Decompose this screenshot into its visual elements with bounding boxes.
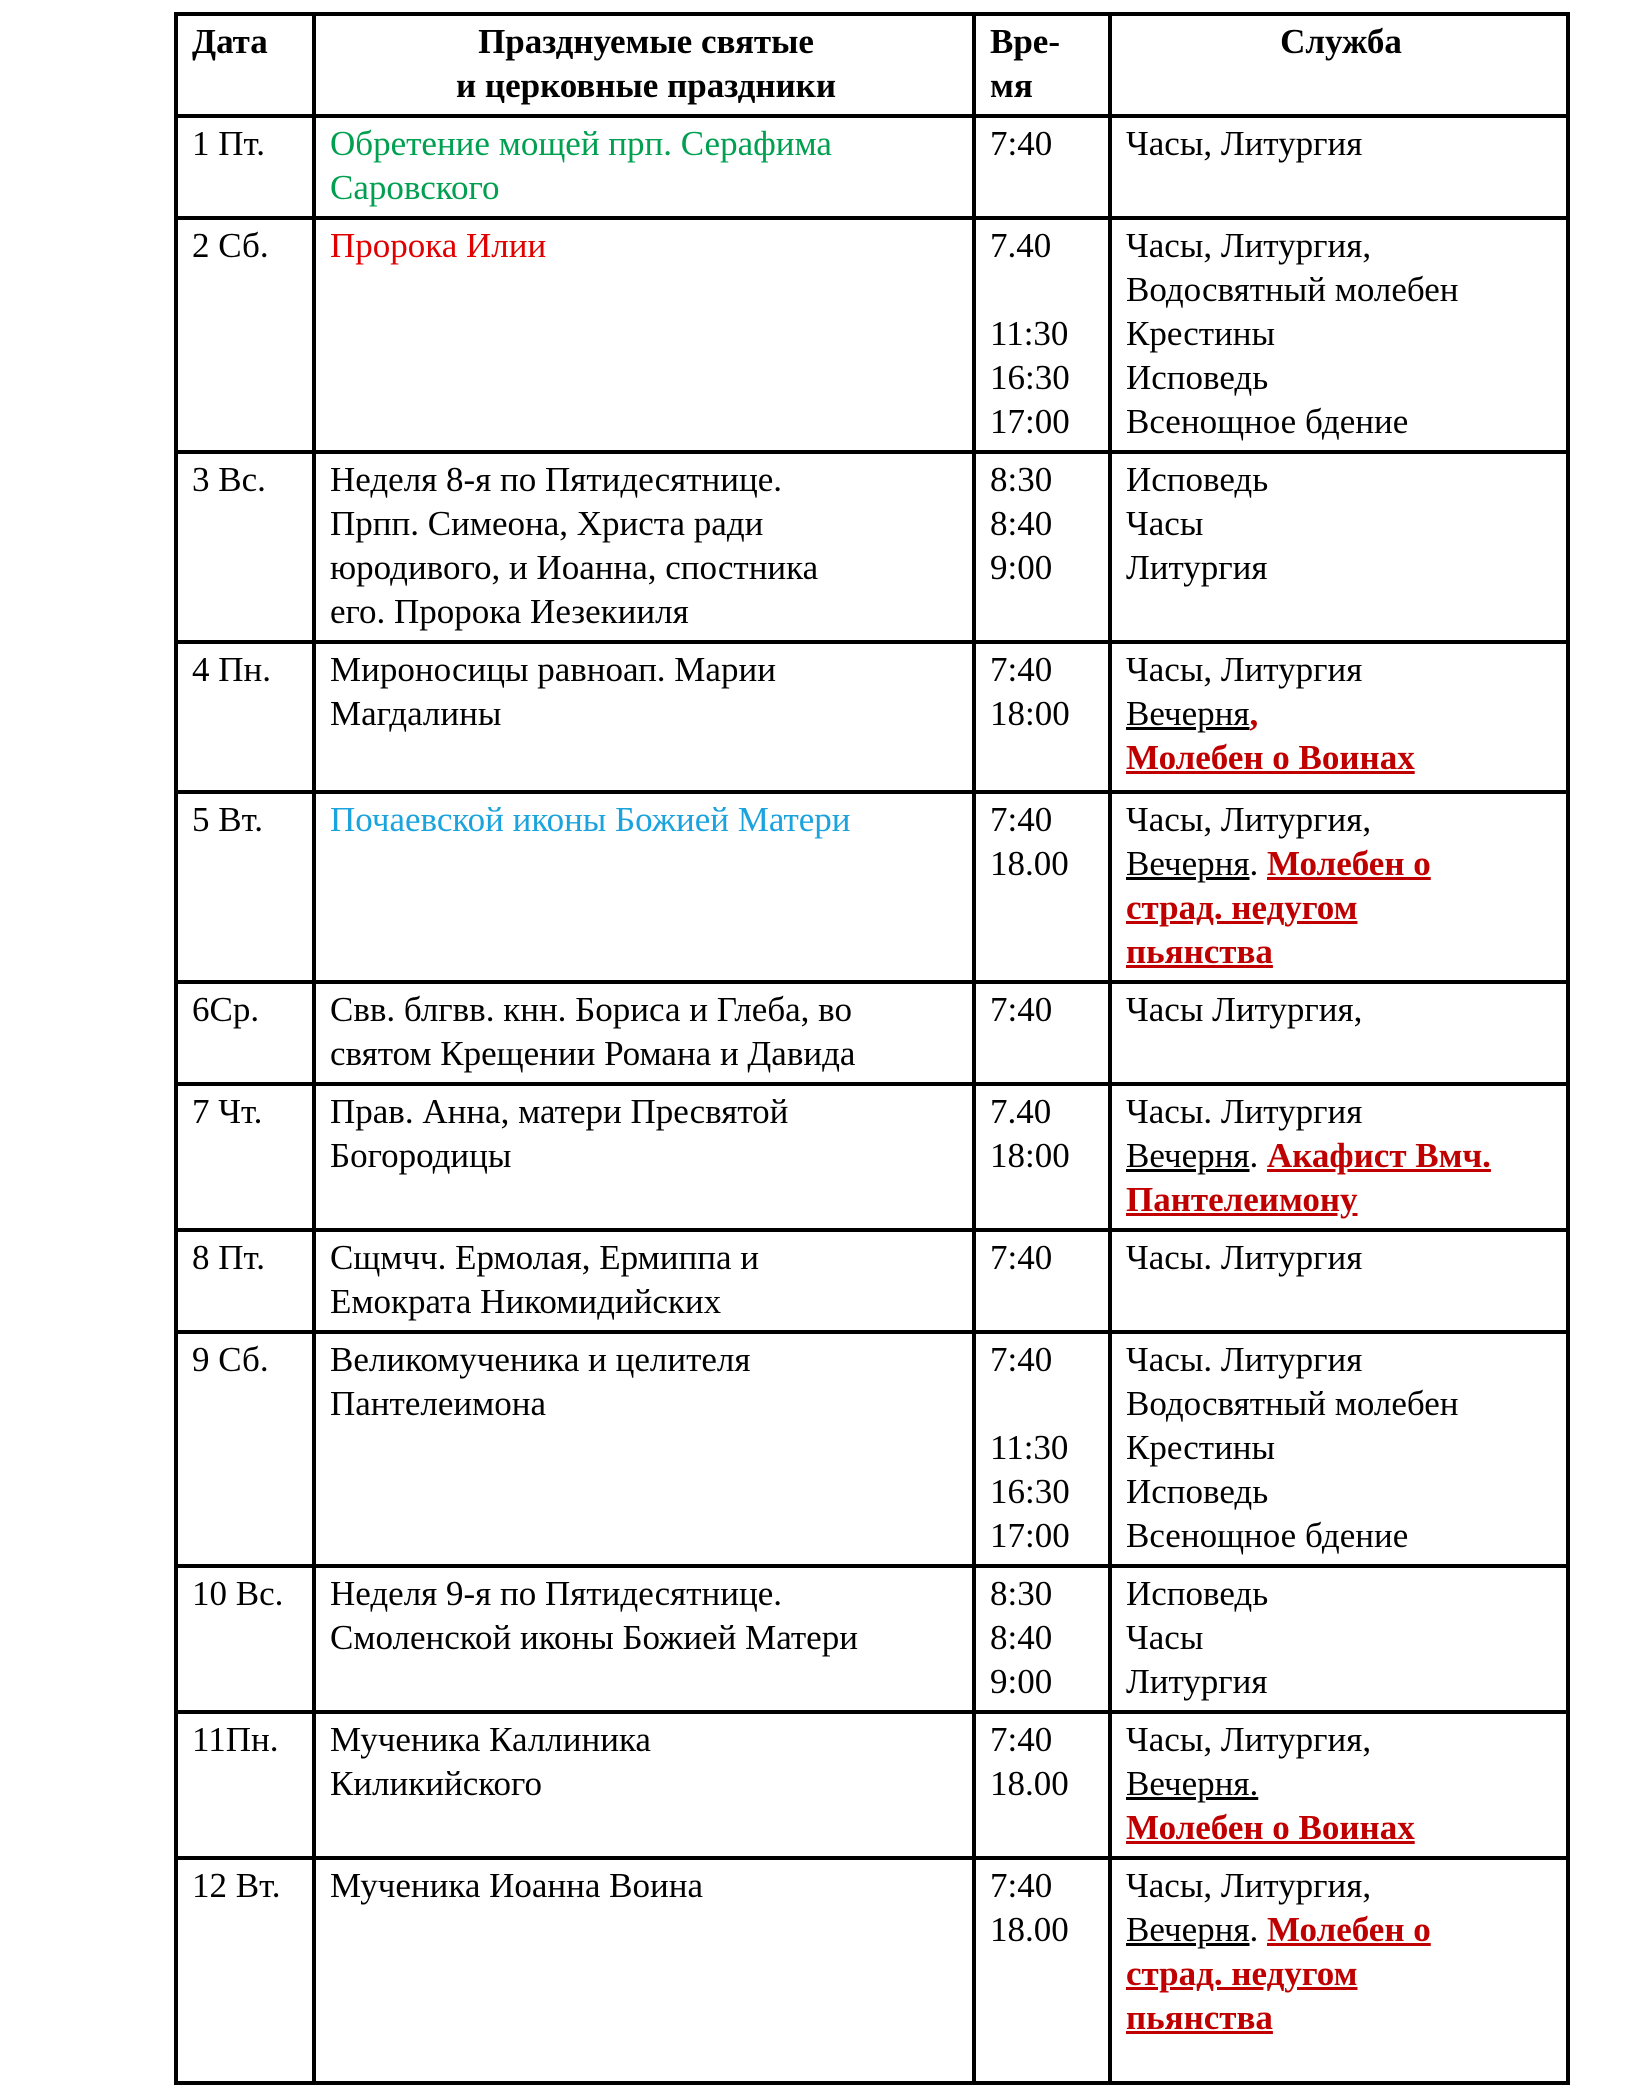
service-line xyxy=(1126,736,1556,780)
feast-line: Прпп. Симеона, Христа ради xyxy=(330,504,764,543)
service-text: Часы xyxy=(1126,1618,1204,1657)
feast-line: Саровского xyxy=(330,168,500,207)
header-feast-line2: и церковные праздники xyxy=(455,66,837,105)
service-line xyxy=(1126,122,1556,166)
feast-cell xyxy=(314,218,974,452)
service-line xyxy=(1126,1572,1556,1616)
service-vespers: Вечерня. xyxy=(1126,1764,1259,1803)
service-line xyxy=(1126,692,1556,736)
service-line xyxy=(1126,1996,1556,2040)
service-line xyxy=(1126,648,1556,692)
feast-line: Смоленской иконы Божией Матери xyxy=(330,1618,858,1657)
time-value: 9:00 xyxy=(990,1662,1053,1701)
schedule-table xyxy=(174,12,1570,2085)
time-cell xyxy=(974,1230,1110,1332)
service-text: Водосвятный молебен xyxy=(1126,270,1459,309)
time-value: 11:30 xyxy=(990,1428,1069,1467)
schedule-row xyxy=(176,452,1568,642)
header-date: Дата xyxy=(176,14,314,116)
time-value: 7:40 xyxy=(990,124,1053,163)
time-value: 11:30 xyxy=(990,314,1069,353)
service-cell xyxy=(1110,1712,1568,1858)
schedule-row xyxy=(176,642,1568,792)
service-highlight: Молебен о xyxy=(1266,1910,1431,1949)
service-highlight: Молебен о xyxy=(1266,844,1431,883)
service-text: Литургия xyxy=(1126,548,1268,587)
service-line xyxy=(1126,1762,1556,1806)
service-line xyxy=(1126,1864,1556,1908)
service-line xyxy=(1126,1514,1556,1558)
feast-line: Емократа Никомидийских xyxy=(330,1282,722,1321)
service-text: Всенощное бдение xyxy=(1126,402,1409,441)
feast-cell xyxy=(314,1858,974,2083)
schedule-row xyxy=(176,218,1568,452)
feast-line: Киликийского xyxy=(330,1764,542,1803)
feast-line: Мученика Иоанна Воина xyxy=(330,1866,704,1905)
service-cell xyxy=(1110,1858,1568,2083)
service-cell xyxy=(1110,1230,1568,1332)
feast-cell xyxy=(314,1230,974,1332)
service-cell xyxy=(1110,116,1568,218)
time-cell xyxy=(974,1858,1110,2083)
time-value: 7:40 xyxy=(990,1340,1053,1379)
feast-line: Мученика Каллиника xyxy=(330,1720,651,1759)
time-value: 16:30 xyxy=(990,1472,1070,1511)
schedule-row xyxy=(176,982,1568,1084)
service-line xyxy=(1126,268,1556,312)
feast-cell xyxy=(314,116,974,218)
service-text: Часы. Литургия xyxy=(1126,1340,1363,1379)
time-value: 7.40 xyxy=(990,226,1052,265)
feast-line: Почаевской иконы Божией Матери xyxy=(330,800,851,839)
feast-line: Великомученика и целителя xyxy=(330,1340,751,1379)
date-cell: 9 Сб. xyxy=(176,1332,314,1566)
time-cell xyxy=(974,218,1110,452)
service-cell xyxy=(1110,982,1568,1084)
time-value: 7:40 xyxy=(990,650,1053,689)
header-time-line2: мя xyxy=(990,66,1033,105)
feast-line: его. Пророка Иезекииля xyxy=(330,592,689,631)
schedule-row xyxy=(176,1566,1568,1712)
service-cell xyxy=(1110,1566,1568,1712)
service-text: Часы, Литургия, xyxy=(1126,800,1372,839)
time-value: 8:40 xyxy=(990,1618,1053,1657)
service-line xyxy=(1126,1426,1556,1470)
feast-line: Неделя 9-я по Пятидесятнице. xyxy=(330,1574,783,1613)
service-highlight: Акафист Вмч. xyxy=(1266,1136,1491,1175)
feast-line: Пантелеимона xyxy=(330,1384,547,1423)
service-text: Часы Литургия, xyxy=(1126,990,1363,1029)
service-text: Крестины xyxy=(1126,314,1276,353)
schedule-row xyxy=(176,1712,1568,1858)
service-line xyxy=(1126,1806,1556,1850)
time-value: 18:00 xyxy=(990,694,1070,733)
schedule-body xyxy=(176,116,1568,2083)
time-value: 18:00 xyxy=(990,1136,1070,1175)
time-cell xyxy=(974,1084,1110,1230)
service-text: Часы, Литургия xyxy=(1126,124,1363,163)
time-value: 9:00 xyxy=(990,548,1053,587)
header-feast xyxy=(314,14,974,116)
feast-line: Пророка Илии xyxy=(330,226,547,265)
service-line xyxy=(1126,1338,1556,1382)
service-line xyxy=(1126,1178,1556,1222)
time-cell xyxy=(974,642,1110,792)
service-line xyxy=(1126,1952,1556,1996)
time-value: 16:30 xyxy=(990,358,1070,397)
service-line xyxy=(1126,400,1556,444)
feast-line: святом Крещении Романа и Давида xyxy=(330,1034,856,1073)
feast-line: Прав. Анна, матери Пресвятой xyxy=(330,1092,789,1131)
date-cell: 1 Пт. xyxy=(176,116,314,218)
service-line xyxy=(1126,1660,1556,1704)
service-text: Часы, Литургия, xyxy=(1126,226,1372,265)
service-line xyxy=(1126,798,1556,842)
time-value: 17:00 xyxy=(990,402,1070,441)
service-vespers: Вечерня xyxy=(1126,1910,1250,1949)
service-cell xyxy=(1110,642,1568,792)
schedule-row xyxy=(176,1084,1568,1230)
service-text: Крестины xyxy=(1126,1428,1276,1467)
feast-line: Богородицы xyxy=(330,1136,512,1175)
time-cell xyxy=(974,1566,1110,1712)
time-cell xyxy=(974,452,1110,642)
time-value: 8:40 xyxy=(990,504,1053,543)
date-cell: 6Ср. xyxy=(176,982,314,1084)
time-value: 7:40 xyxy=(990,990,1053,1029)
service-line xyxy=(1126,458,1556,502)
service-vespers: Вечерня xyxy=(1126,1136,1250,1175)
service-line xyxy=(1126,1134,1556,1178)
service-highlight: Пантелеимону xyxy=(1126,1180,1358,1219)
schedule-row xyxy=(176,116,1568,218)
date-cell: 4 Пн. xyxy=(176,642,314,792)
service-highlight: пьянства xyxy=(1126,1998,1273,2037)
date-cell: 3 Вс. xyxy=(176,452,314,642)
service-text: Исповедь xyxy=(1126,1574,1269,1613)
date-cell: 7 Чт. xyxy=(176,1084,314,1230)
service-text: Часы. Литургия xyxy=(1126,1092,1363,1131)
date-cell: 10 Вс. xyxy=(176,1566,314,1712)
service-highlight: пьянства xyxy=(1126,932,1273,971)
time-value: 8:30 xyxy=(990,460,1053,499)
time-value xyxy=(990,1382,1098,1426)
header-time xyxy=(974,14,1110,116)
feast-line: юродивого, и Иоанна, спостника xyxy=(330,548,819,587)
schedule-header xyxy=(176,14,1568,116)
header-time-line1: Вре- xyxy=(990,22,1060,61)
feast-line: Свв. блгвв. кнн. Бориса и Глеба, во xyxy=(330,990,852,1029)
date-cell: 5 Вт. xyxy=(176,792,314,982)
service-vespers: Вечерня xyxy=(1126,844,1250,883)
service-cell xyxy=(1110,218,1568,452)
service-cell xyxy=(1110,452,1568,642)
service-highlight: , xyxy=(1249,694,1259,733)
service-highlight: Молебен о Воинах xyxy=(1126,1808,1415,1847)
service-text: Часы xyxy=(1126,504,1204,543)
feast-cell xyxy=(314,1332,974,1566)
service-line xyxy=(1126,1090,1556,1134)
schedule-row xyxy=(176,1332,1568,1566)
time-cell xyxy=(974,1712,1110,1858)
service-text: Часы. Литургия xyxy=(1126,1238,1363,1277)
time-value: 18.00 xyxy=(990,844,1069,883)
service-text: Исповедь xyxy=(1126,460,1269,499)
header-service: Служба xyxy=(1110,14,1568,116)
service-line xyxy=(1126,224,1556,268)
service-text: Водосвятный молебен xyxy=(1126,1384,1459,1423)
service-text: Литургия xyxy=(1126,1662,1268,1701)
service-line xyxy=(1126,312,1556,356)
service-line xyxy=(1126,930,1556,974)
schedule-row xyxy=(176,792,1568,982)
feast-line: Обретение мощей прп. Серафима xyxy=(330,124,832,163)
service-text: . xyxy=(1249,1910,1267,1949)
time-cell xyxy=(974,792,1110,982)
service-text: . xyxy=(1249,844,1267,883)
service-text: Часы, Литургия xyxy=(1126,650,1363,689)
feast-line: Магдалины xyxy=(330,694,502,733)
feast-cell xyxy=(314,1566,974,1712)
service-cell xyxy=(1110,792,1568,982)
service-highlight: Молебен о Воинах xyxy=(1126,738,1415,777)
feast-line: Сщмчч. Ермолая, Ермиппа и xyxy=(330,1238,759,1277)
service-line xyxy=(1126,1718,1556,1762)
service-text: . xyxy=(1249,1136,1267,1175)
service-line xyxy=(1126,546,1556,590)
service-line xyxy=(1126,886,1556,930)
time-value: 17:00 xyxy=(990,1516,1070,1555)
service-text: Часы, Литургия, xyxy=(1126,1720,1372,1759)
service-text: Исповедь xyxy=(1126,1472,1269,1511)
service-highlight: страд. недугом xyxy=(1126,1954,1358,1993)
time-value: 18.00 xyxy=(990,1764,1069,1803)
feast-line: Мироносицы равноап. Марии xyxy=(330,650,776,689)
feast-cell xyxy=(314,792,974,982)
service-text: Часы, Литургия, xyxy=(1126,1866,1372,1905)
service-line xyxy=(1126,1236,1556,1280)
time-value: 7:40 xyxy=(990,1238,1053,1277)
service-text: Всенощное бдение xyxy=(1126,1516,1409,1555)
service-cell xyxy=(1110,1332,1568,1566)
time-value: 7.40 xyxy=(990,1092,1052,1131)
service-highlight: страд. недугом xyxy=(1126,888,1358,927)
service-line xyxy=(1126,356,1556,400)
service-line xyxy=(1126,988,1556,1032)
time-value: 7:40 xyxy=(990,800,1053,839)
service-line xyxy=(1126,842,1556,886)
date-cell: 11Пн. xyxy=(176,1712,314,1858)
schedule-row xyxy=(176,1858,1568,2083)
feast-cell xyxy=(314,982,974,1084)
time-value: 7:40 xyxy=(990,1720,1053,1759)
time-value xyxy=(990,268,1098,312)
time-value: 8:30 xyxy=(990,1574,1053,1613)
time-cell xyxy=(974,982,1110,1084)
service-line xyxy=(1126,1470,1556,1514)
schedule-row xyxy=(176,1230,1568,1332)
time-cell xyxy=(974,116,1110,218)
service-text: Исповедь xyxy=(1126,358,1269,397)
service-line xyxy=(1126,1908,1556,1952)
header-feast-line1: Празднуемые святые xyxy=(478,22,814,61)
feast-cell xyxy=(314,1712,974,1858)
time-value: 7:40 xyxy=(990,1866,1053,1905)
service-line xyxy=(1126,1382,1556,1426)
time-value: 18.00 xyxy=(990,1910,1069,1949)
feast-cell xyxy=(314,452,974,642)
date-cell: 2 Сб. xyxy=(176,218,314,452)
service-cell xyxy=(1110,1084,1568,1230)
feast-cell xyxy=(314,1084,974,1230)
time-cell xyxy=(974,1332,1110,1566)
service-line xyxy=(1126,1616,1556,1660)
service-vespers: Вечерня xyxy=(1126,694,1250,733)
feast-cell xyxy=(314,642,974,792)
date-cell: 12 Вт. xyxy=(176,1858,314,2083)
date-cell: 8 Пт. xyxy=(176,1230,314,1332)
feast-line: Неделя 8-я по Пятидесятнице. xyxy=(330,460,783,499)
service-line xyxy=(1126,502,1556,546)
